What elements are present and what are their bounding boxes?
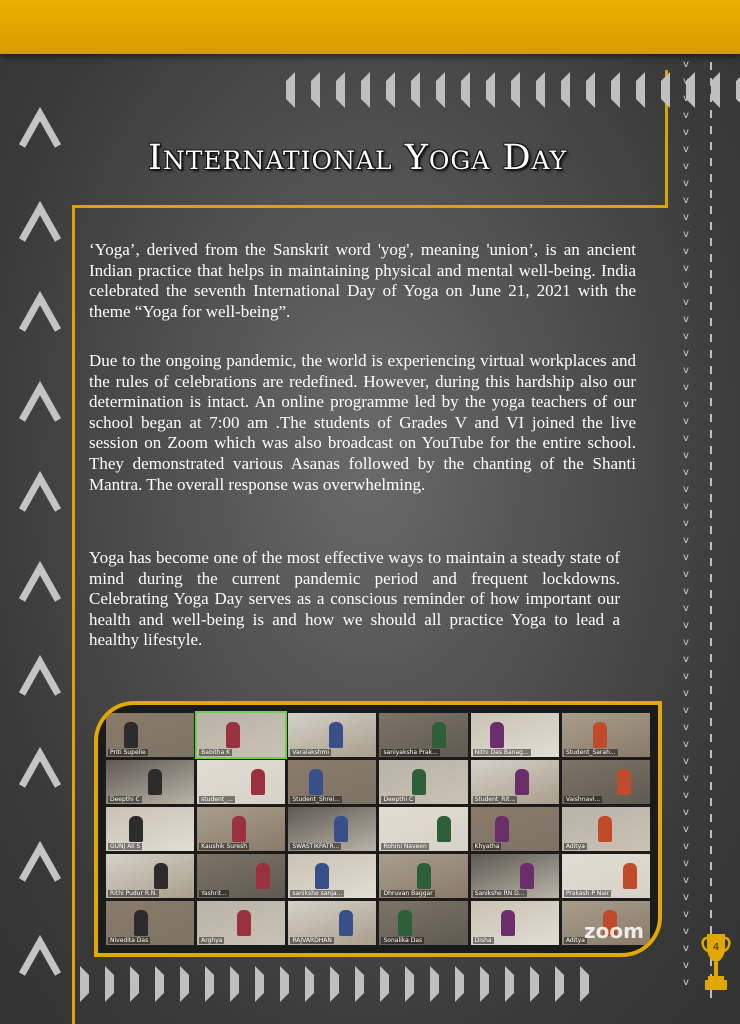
participant-tile xyxy=(197,854,285,898)
participant-figure xyxy=(154,863,168,889)
participant-figure xyxy=(129,816,143,842)
participant-name: Aditya xyxy=(565,843,585,850)
participant-figure xyxy=(315,863,329,889)
participant-name: Deepthi C xyxy=(383,796,414,803)
participant-tile xyxy=(288,854,376,898)
participant-tile xyxy=(379,854,467,898)
participant-tile xyxy=(471,854,559,898)
participant-name: Sonalika Das xyxy=(383,937,423,944)
participant-figure xyxy=(251,769,265,795)
participant-tile xyxy=(106,854,194,898)
participant-name: Priti Supelie xyxy=(110,749,146,756)
participant-tile xyxy=(106,807,194,851)
paragraph-2: Due to the ongoing pandemic, the world is experiencing virtual workplaces and the rules of celebrations are redefined. However, during this hardship also our determination is intact. An online programme led by the yoga teachers of our school began at 7:00 am .The students of Grades V and VI joined the live session on Zoom which was also broadcast on YouTube for the entire school. They demonstrated various Asanas followed by the chanting of the Shanti Mantra. The overall response was overwhelming. xyxy=(89,351,636,494)
participant-tile xyxy=(106,713,194,757)
participant-tile xyxy=(197,713,285,757)
page-title: International Yoga Day xyxy=(148,138,568,178)
participant-name: Varalakshmi xyxy=(292,749,330,756)
participant-name: Babitha K xyxy=(201,749,231,756)
participant-tile xyxy=(106,760,194,804)
participant-figure xyxy=(520,863,534,889)
participant-figure xyxy=(417,863,431,889)
participant-figure xyxy=(495,816,509,842)
participant-grid xyxy=(106,713,650,945)
participant-figure xyxy=(329,722,343,748)
participant-figure xyxy=(598,816,612,842)
participant-tile xyxy=(471,713,559,757)
participant-name: Disha xyxy=(474,937,492,944)
participant-figure xyxy=(515,769,529,795)
participant-tile xyxy=(379,760,467,804)
participant-figure xyxy=(339,910,353,936)
participant-figure xyxy=(412,769,426,795)
participant-tile xyxy=(288,760,376,804)
participant-figure xyxy=(623,863,637,889)
caret-column-left xyxy=(18,100,64,1000)
participant-tile xyxy=(471,760,559,804)
participant-tile xyxy=(471,901,559,945)
paragraph-1: ‘Yoga’, derived from the Sanskrit word 'yog', meaning 'union’, is an ancient Indian practice that helps in maintaining physical and mental well-being. India celebrated the seventh International Day of Yoga on June 21, 2021 with the theme “Yoga for well-being”. xyxy=(89,240,636,321)
frame-line-left xyxy=(72,205,75,1024)
participant-tile xyxy=(197,807,285,851)
participant-figure xyxy=(237,910,251,936)
zoom-session-photo xyxy=(94,701,662,957)
participant-figure xyxy=(124,722,138,748)
participant-name: Aditya xyxy=(565,937,585,944)
participant-tile xyxy=(197,901,285,945)
participant-figure xyxy=(232,816,246,842)
participant-name: SWASTIKPATR... xyxy=(292,843,340,850)
participant-figure xyxy=(134,910,148,936)
participant-name: Sanikshe RN D... xyxy=(474,890,525,897)
participant-name: GUNJ Ali S xyxy=(110,843,141,850)
participant-name: Khyatha xyxy=(474,843,500,850)
chevron-row-top xyxy=(278,72,740,108)
zoom-watermark: zoom xyxy=(584,919,644,943)
participant-figure xyxy=(226,722,240,748)
participant-name: Student_Rit... xyxy=(474,796,516,803)
participant-tile xyxy=(379,807,467,851)
participant-name: Yashrit... xyxy=(201,890,227,897)
participant-tile xyxy=(562,760,650,804)
participant-name: Rohini Naveen xyxy=(383,843,427,850)
participant-figure xyxy=(617,769,631,795)
participant-name: Prakash P Nair xyxy=(565,890,610,897)
frame-line-top xyxy=(72,205,668,208)
participant-tile xyxy=(288,713,376,757)
participant-tile xyxy=(471,807,559,851)
participant-figure xyxy=(148,769,162,795)
participant-name: Dhruvan Baggar xyxy=(383,890,433,897)
participant-tile xyxy=(562,807,650,851)
participant-name: sanikshe sanja... xyxy=(292,890,343,897)
top-banner xyxy=(0,0,740,54)
participant-name: Nithi Das Banag... xyxy=(474,749,529,756)
participant-figure xyxy=(490,722,504,748)
participant-figure xyxy=(398,910,412,936)
participant-tile xyxy=(106,901,194,945)
participant-name: Rithi Pudur R.N. xyxy=(110,890,158,897)
participant-tile xyxy=(288,807,376,851)
participant-figure xyxy=(593,722,607,748)
participant-name: Deepthi C xyxy=(110,796,140,803)
participant-figure xyxy=(432,722,446,748)
paragraph-3: Yoga has become one of the most effective ways to maintain a steady state of mind during the current pandemic period and frequent lockdowns. Celebrating Yoga Day serves as a conscious reminder of how important our health and well-being is and how we should all practice Yoga to lead a healthy lifestyle. xyxy=(89,548,620,650)
participant-tile xyxy=(197,760,285,804)
dashed-line-right xyxy=(710,62,712,1002)
v-column-right: v v v v v v v v v v v v v v v v v v v v v v v v v v v v v v v v v v v v v v v v v v v v v v v v v v v v v v v xyxy=(683,59,689,988)
participant-name: Nivedita Das xyxy=(110,937,149,944)
participant-tile xyxy=(562,713,650,757)
participant-name: Arghya xyxy=(201,937,223,944)
participant-name: student_... xyxy=(201,796,233,803)
participant-name: Kaushik Suresh xyxy=(201,843,248,850)
participant-figure xyxy=(437,816,451,842)
chevron-row-bottom xyxy=(80,966,597,1002)
participant-name: Student_Sarah... xyxy=(565,749,616,756)
participant-tile xyxy=(379,713,467,757)
participant-figure xyxy=(309,769,323,795)
participant-tile xyxy=(288,901,376,945)
participant-name: Vaishnavi... xyxy=(565,796,601,803)
page-number: 4 xyxy=(712,942,720,953)
participant-figure xyxy=(256,863,270,889)
participant-name: Student_Shrei... xyxy=(292,796,340,803)
participant-name: RAJVARDHAN xyxy=(292,937,332,944)
participant-tile xyxy=(562,854,650,898)
participant-tile xyxy=(379,901,467,945)
participant-figure xyxy=(501,910,515,936)
participant-name: saniyaksha Prak... xyxy=(383,749,438,756)
participant-figure xyxy=(334,816,348,842)
